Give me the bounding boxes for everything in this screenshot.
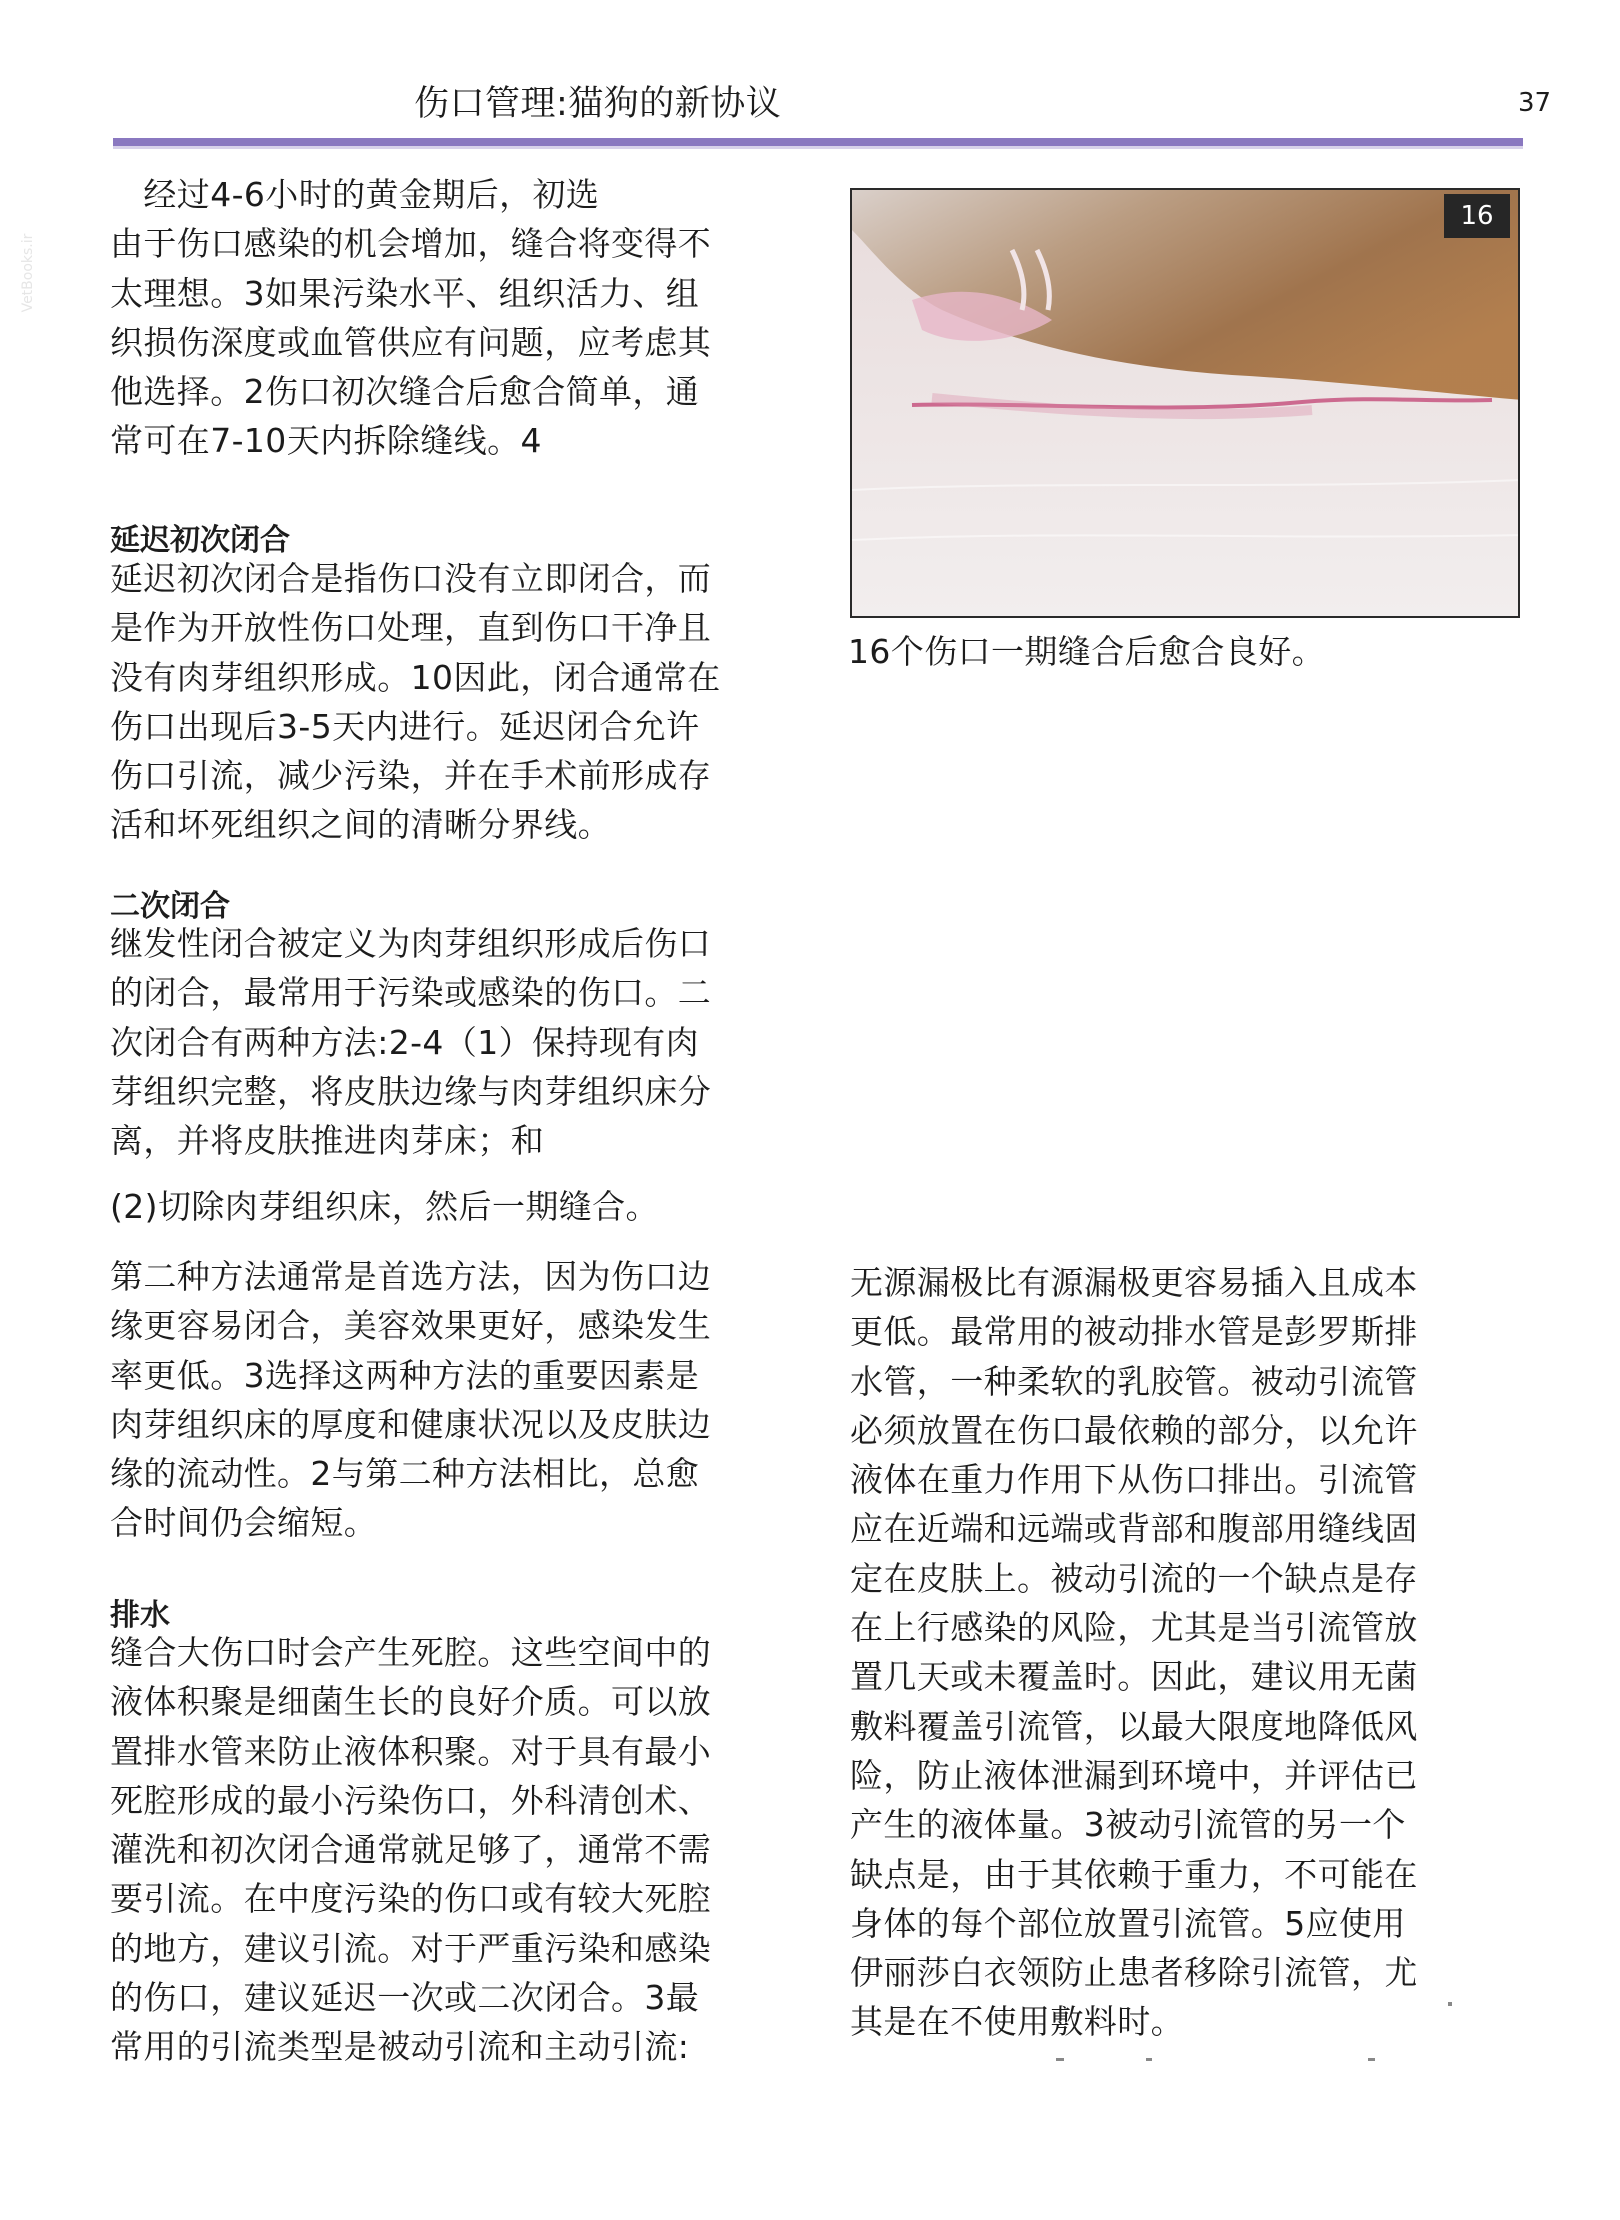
running-header-title: 伤口管理:猫狗的新协议 bbox=[414, 84, 782, 124]
section-heading-secondary-closure: 二次闭合 bbox=[110, 889, 230, 924]
wound-photo-illustration bbox=[852, 190, 1520, 618]
watermark: VetBooks.ir bbox=[20, 233, 36, 313]
secondary-closure-paragraph-2: 第二种方法通常是首选方法，因为伤口边 缘更容易闭合，美容效果更好，感染发生 率更低。3选择这两种方法的重要因素是 肉芽组织床的厚度和健康状况以及皮肤边 缘的流动性。2与第二种方法相比，总愈 合时间仍会缩短。 bbox=[110, 1257, 712, 1543]
secondary-closure-paragraph: 继发性闭合被定义为肉芽组织形成后伤口 的闭合，最常用于污染或感染的伤口。二 次闭合有两种方法:2-4（1）保持现有肉 芽组织完整，将皮肤边缘与肉芽组织床分 离，并将皮肤推进肉芽床；和 bbox=[110, 924, 712, 1161]
page-number: 37 bbox=[1518, 88, 1552, 118]
intro-paragraph: 经过4-6小时的黄金期后，初选 由于伤口感染的机会增加，缝合将变得不 太理想。3如果污染水平、组织活力、组 织损伤深度或血管供应有问题，应考虑其 他选择。2伤口初次缝合后愈合简单，通 常可在7-10天内拆除缝线。4 bbox=[110, 175, 712, 461]
scan-speck bbox=[1056, 2058, 1064, 2061]
secondary-closure-item-2: (2)切除肉芽组织床，然后一期缝合。 bbox=[110, 1187, 659, 1226]
delayed-primary-closure-paragraph: 延迟初次闭合是指伤口没有立即闭合，而 是作为开放性伤口处理，直到伤口干净且 没有肉芽组织形成。10因此，闭合通常在 伤口出现后3-5天内进行。延迟闭合允许 伤口引流，减少污染，并在手术前形成存 活和坏死组织之间的清晰分界线。 bbox=[110, 559, 721, 845]
figure-number-badge: 16 bbox=[1444, 194, 1510, 238]
wound-photo bbox=[850, 188, 1520, 618]
figure-caption: 16个伤口一期缝合后愈合良好。 bbox=[848, 632, 1325, 671]
section-heading-delayed-primary-closure: 延迟初次闭合 bbox=[110, 523, 290, 558]
header-rule-shadow bbox=[113, 146, 1523, 149]
drainage-paragraph: 缝合大伤口时会产生死腔。这些空间中的 液体积聚是细菌生长的良好介质。可以放 置排水管来防止液体积聚。对于具有最小 死腔形成的最小污染伤口，外科清创术、 灌洗和初次闭合通常就足够了，通常不需 要引流。在中度污染的伤口或有较大死腔 的地方，建议引流。对于严重污染和感染 的伤口，建议延迟一次或二次闭合。3最 常用的引流类型是被动引流和主动引流: bbox=[110, 1633, 712, 2067]
passive-drain-paragraph: 无源漏极比有源漏极更容易插入且成本 更低。最常用的被动排水管是彭罗斯排 水管，一种柔软的乳胶管。被动引流管 必须放置在伤口最依赖的部分，以允许 液体在重力作用下从伤口排出。引流管 应在近端和远端或背部和腹部用缝线固 定在皮肤上。被动引流的一个缺点是存 在上行感染的风险，尤其是当引流管放 置几天或未覆盖时。因此，建议用无菌 敷料覆盖引流管，以最大限度地降低风 险，防止液体泄漏到环境中，并评估已 产生的液体量。3被动引流管的另一个 缺点是，由于其依赖于重力，不可能在 身体的每个部位放置引流管。5应使用 伊丽莎白衣领防止患者移除引流管，尤 其是在不使用敷料时。 bbox=[850, 1263, 1418, 2042]
scan-speck bbox=[1448, 2002, 1452, 2006]
header-rule bbox=[113, 138, 1523, 146]
scan-speck bbox=[1368, 2058, 1375, 2061]
section-heading-drainage: 排水 bbox=[110, 1598, 170, 1633]
scan-speck bbox=[1146, 2058, 1152, 2061]
